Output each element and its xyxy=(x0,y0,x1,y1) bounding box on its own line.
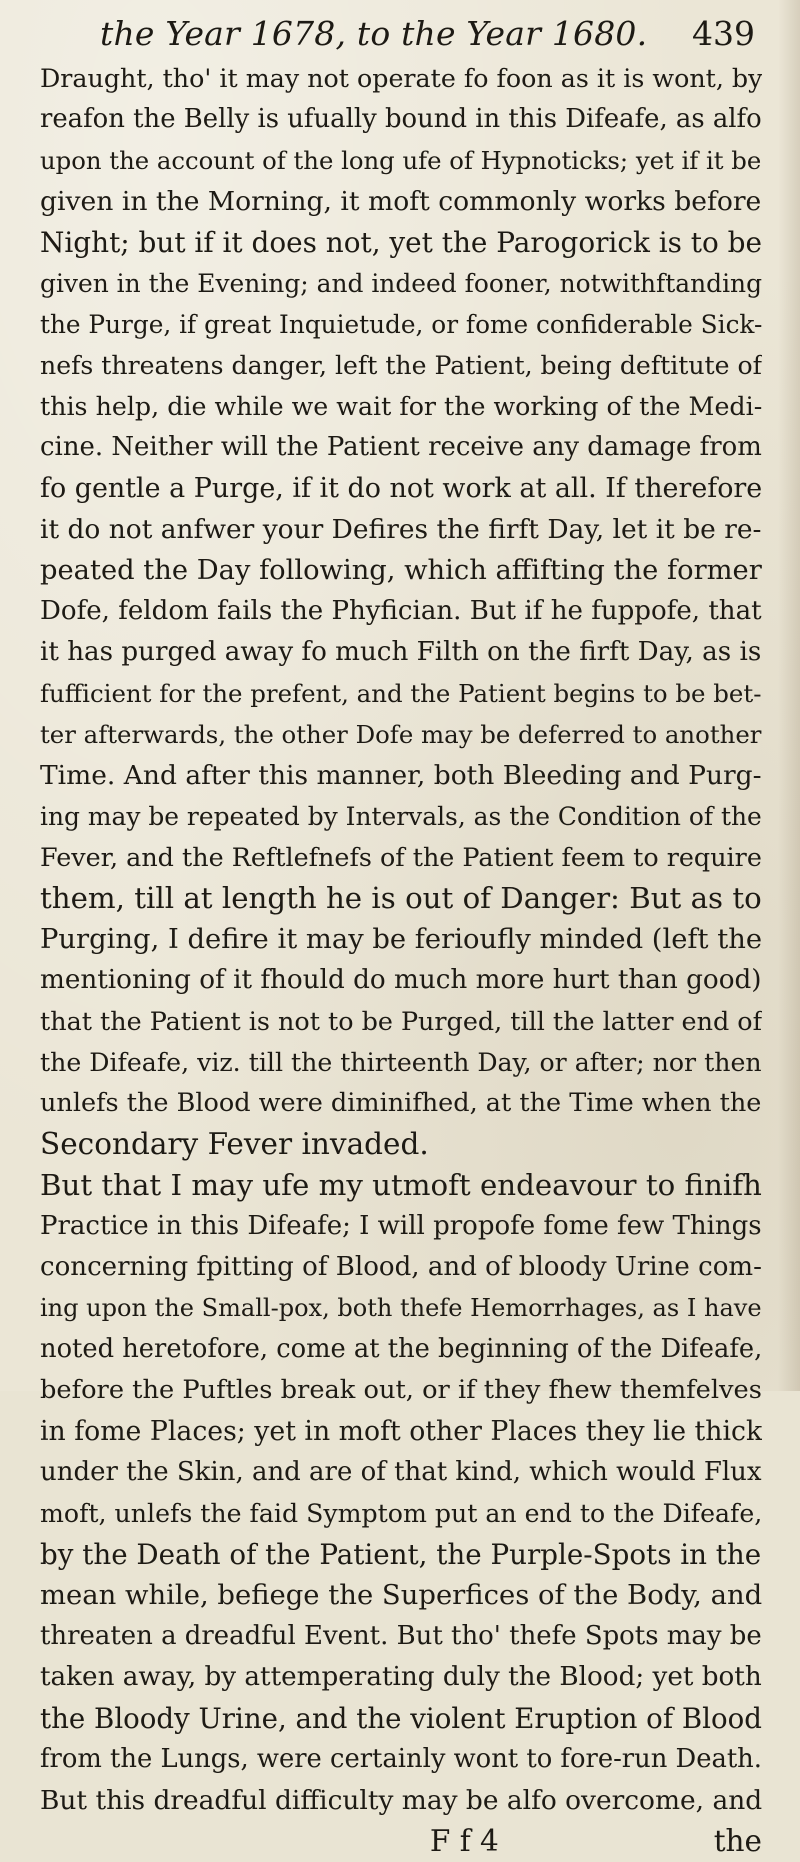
text-line: fo gentle a Purge, if it do not work at all. If therefore xyxy=(40,473,762,504)
text-line: it do not anfwer your Defires the firft Day, let it be re- xyxy=(40,514,762,545)
page-edge-shadow xyxy=(778,0,800,1391)
text-line: the Bloody Urine, and the violent Eruption of Blood xyxy=(40,1702,762,1735)
text-line: from the Lungs, were certainly wont to fore-run Death. xyxy=(40,1744,762,1774)
text-line: concerning fpitting of Blood, and of bloody Urine com- xyxy=(40,1252,762,1282)
text-line: Secondary Fever invaded. xyxy=(40,1127,429,1161)
text-line: that the Patient is not to be Purged, till the latter end of xyxy=(40,1006,762,1036)
text-line: threaten a dreadful Event. But tho' thefe Spots may be xyxy=(40,1621,762,1651)
text-line: this help, die while we wait for the working of the Medi- xyxy=(40,392,762,421)
text-line: mentioning of it fhould do much more hurt than good) xyxy=(40,965,762,995)
signature-mark: F f 4 xyxy=(429,1824,499,1858)
text-line: Time. And after this manner, both Bleeding and Purg- xyxy=(40,760,762,791)
page-number: 439 xyxy=(692,14,755,53)
text-line: the Purge, if great Inquietude, or fome confiderable Sick- xyxy=(40,310,762,339)
text-line: reafon the Belly is ufually bound in this Difeafe, as alfo xyxy=(40,104,762,134)
text-line: Night; but if it does not, yet the Parogorick is to be xyxy=(40,226,762,259)
text-line: But this dreadful difficulty may be alfo overcome, and xyxy=(40,1785,762,1816)
text-line: moft, unlefs the faid Symptom put an end to the Difeafe, xyxy=(40,1499,762,1528)
text-line: ing upon the Small-pox, both thefe Hemorrhages, as I have xyxy=(40,1294,762,1322)
text-line: in fome Places; yet in moft other Places they lie thick xyxy=(40,1416,762,1447)
text-line: upon the account of the long ufe of Hypnoticks; yet if it be xyxy=(40,146,762,175)
running-head: the Year 1678, to the Year 1680. xyxy=(100,14,648,53)
text-line: the Difeafe, viz. till the thirteenth Day, or after; nor then xyxy=(40,1048,762,1077)
text-line: ing may be repeated by Intervals, as the Condition of the xyxy=(40,802,762,831)
text-line: unlefs the Blood were diminifhed, at the Time when the xyxy=(40,1088,762,1118)
page-footer xyxy=(40,1821,762,1862)
text-line: before the Puftles break out, or if they fhew themfelves xyxy=(40,1375,762,1405)
text-line: mean while, befiege the Superfices of the Body, and xyxy=(40,1580,762,1611)
text-line: ter afterwards, the other Dofe may be deferred to another xyxy=(40,720,762,749)
text-line: Fever, and the Reftlefnefs of the Patient feem to require xyxy=(40,842,762,872)
text-line: nefs threatens danger, left the Patient, being deftitute of xyxy=(40,351,762,380)
text-line: fufficient for the prefent, and the Patient begins to be bet- xyxy=(40,679,762,708)
text-line: under the Skin, and are of that kind, which would Flux xyxy=(40,1457,762,1487)
text-line: taken away, by attemperating duly the Blood; yet both xyxy=(40,1662,762,1692)
text-line: peated the Day following, which affifting the former xyxy=(40,555,762,586)
text-line: But that I may ufe my utmoft endeavour to finifh xyxy=(40,1168,762,1202)
text-line: Practice in this Difeafe; I will propofe fome few Things xyxy=(40,1211,762,1241)
body-text xyxy=(40,58,762,1862)
text-line: Purging, I defire it may be ferioufly minded (left the xyxy=(40,924,762,955)
page-header xyxy=(40,12,760,56)
catchword: the xyxy=(713,1824,762,1858)
text-line: given in the Morning, it moft commonly works before xyxy=(40,186,762,217)
text-line: Draught, tho' it may not operate fo foon as it is wont, by xyxy=(40,63,762,93)
text-line: Dofe, feldom fails the Phyfician. But if he fuppofe, that xyxy=(40,596,762,626)
text-line: noted heretofore, come at the beginning of the Difeafe, xyxy=(40,1334,762,1364)
text-line: them, till at length he is out of Danger: But as to xyxy=(40,881,762,915)
text-line: given in the Evening; and indeed fooner, notwithftanding xyxy=(40,269,762,298)
text-line: cine. Neither will the Patient receive any damage from xyxy=(40,432,762,462)
text-line: by the Death of the Patient, the Purple-Spots in the xyxy=(40,1538,762,1571)
text-line: it has purged away fo much Filth on the firft Day, as is xyxy=(40,637,762,667)
